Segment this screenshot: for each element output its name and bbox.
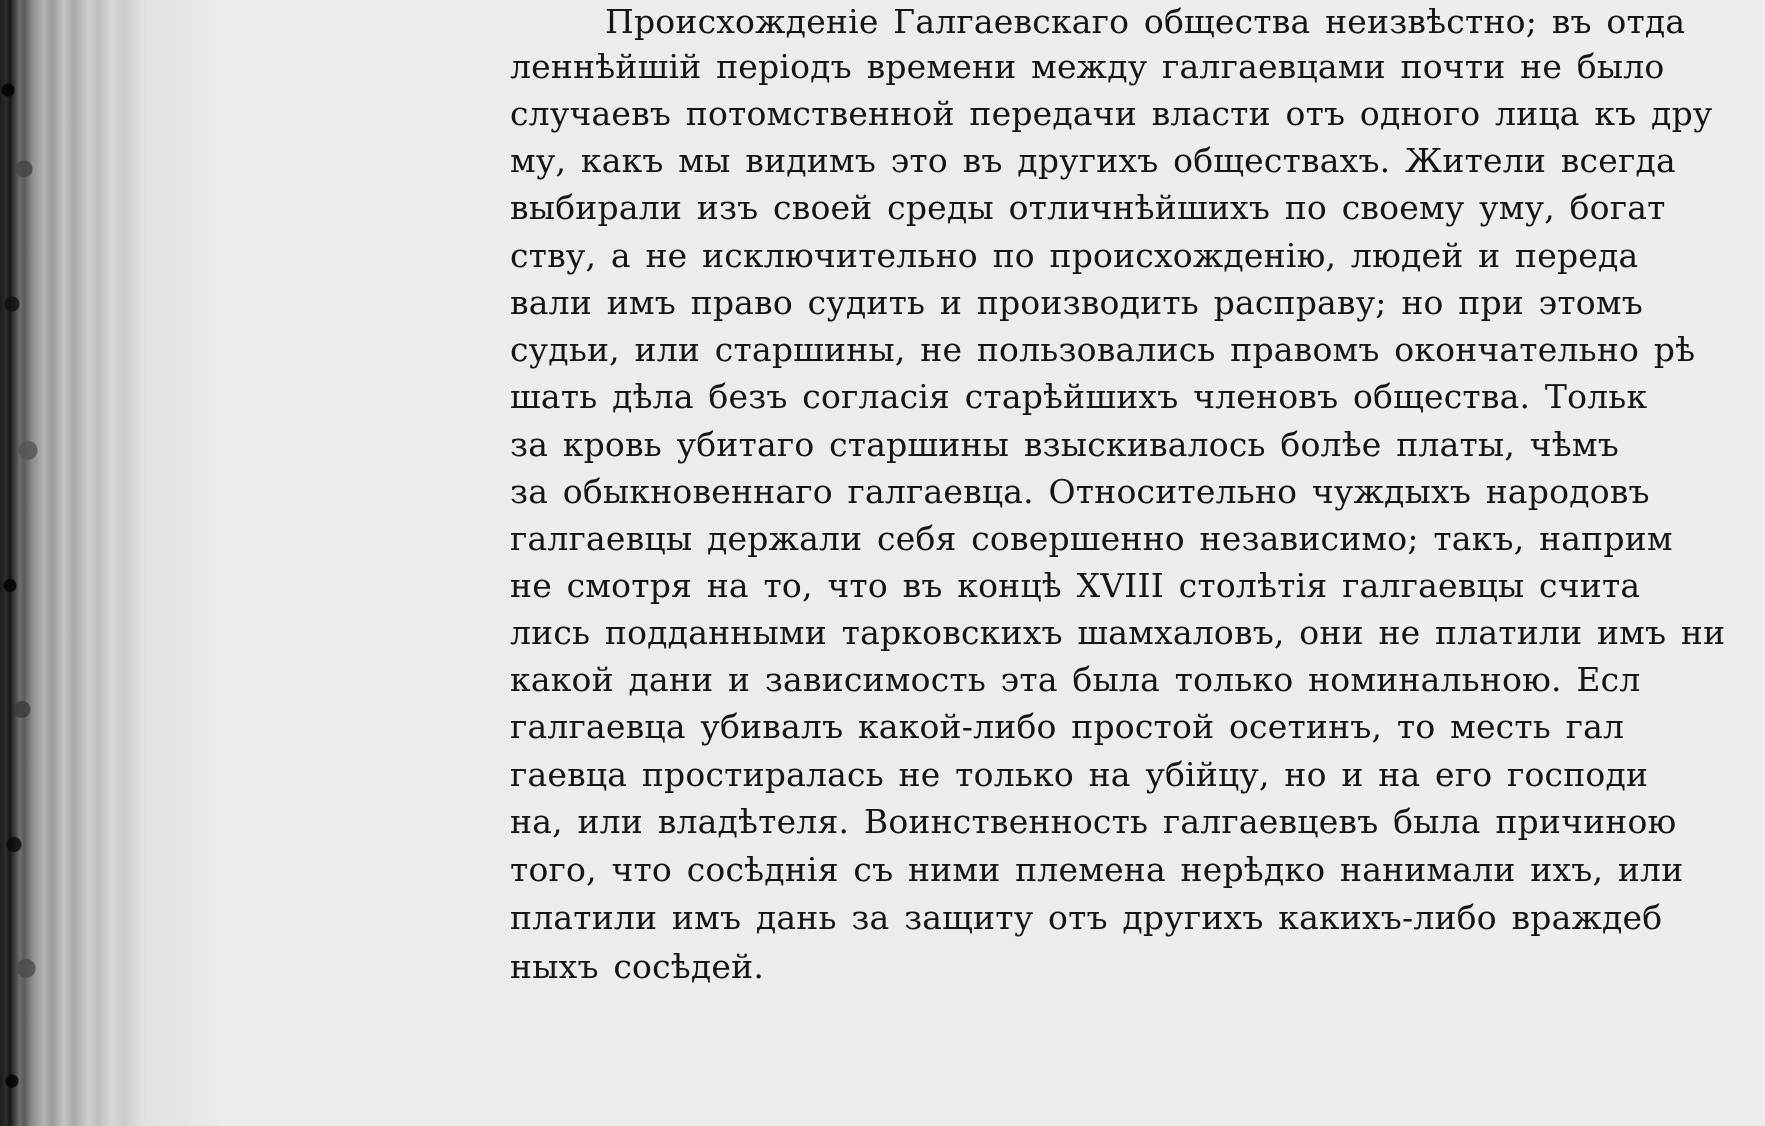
text-line: лись подданными тарковскихъ шамхаловъ, они не платили имъ ни bbox=[510, 613, 1726, 652]
text-line: на, или владѣтеля. Воинственность галгаевцевъ была причиною bbox=[510, 802, 1677, 841]
text-line: леннѣйшій періодъ времени между галгаевцами почти не было bbox=[510, 47, 1665, 86]
text-line: вали имъ право судить и производить расправу; но при этомъ bbox=[510, 283, 1643, 322]
text-line: за кровь убитаго старшины взыскивалось болѣе платы, чѣмъ bbox=[510, 425, 1619, 464]
book-binding-edge bbox=[0, 0, 150, 1126]
text-line: выбирали изъ своей среды отличнѣйшихъ по своему уму, богат bbox=[510, 188, 1666, 227]
text-line: галгаевца убивалъ какой-либо простой осетинъ, то месть гал bbox=[510, 707, 1625, 746]
text-line: шать дѣла безъ согласія старѣйшихъ членовъ общества. Тольк bbox=[510, 377, 1648, 416]
text-line: платили имъ дань за защиту отъ другихъ какихъ-либо враждеб bbox=[510, 898, 1663, 937]
text-line: судьи, или старшины, не пользовались правомъ окончательно рѣ bbox=[510, 330, 1696, 369]
text-line: Происхожденіе Галгаевскаго общества неизвѣстно; въ отда bbox=[605, 2, 1686, 41]
text-line: ству, а не исключительно по происхожденію, людей и переда bbox=[510, 236, 1639, 275]
text-line: случаевъ потомственной передачи власти отъ одного лица къ дру bbox=[510, 94, 1713, 133]
text-line: галгаевцы держали себя совершенно независимо; такъ, наприм bbox=[510, 519, 1673, 558]
text-line: ныхъ сосѣдей. bbox=[510, 947, 765, 986]
text-line: му, какъ мы видимъ это въ другихъ обществахъ. Жители всегда bbox=[510, 141, 1676, 180]
text-line: за обыкновеннаго галгаевца. Относительно чуждыхъ народовъ bbox=[510, 472, 1650, 511]
binding-texture bbox=[0, 0, 40, 1126]
text-line: того, что сосѣднія съ ними племена нерѣдко нанимали ихъ, или bbox=[510, 850, 1684, 889]
text-line: гаевца простиралась не только на убійцу, но и на его господи bbox=[510, 755, 1649, 794]
text-line: какой дани и зависимость эта была только номинальною. Есл bbox=[510, 660, 1641, 699]
scanned-page bbox=[150, 0, 1765, 1126]
text-line: не смотря на то, что въ концѣ XVIII столѣтія галгаевцы счита bbox=[510, 566, 1641, 605]
